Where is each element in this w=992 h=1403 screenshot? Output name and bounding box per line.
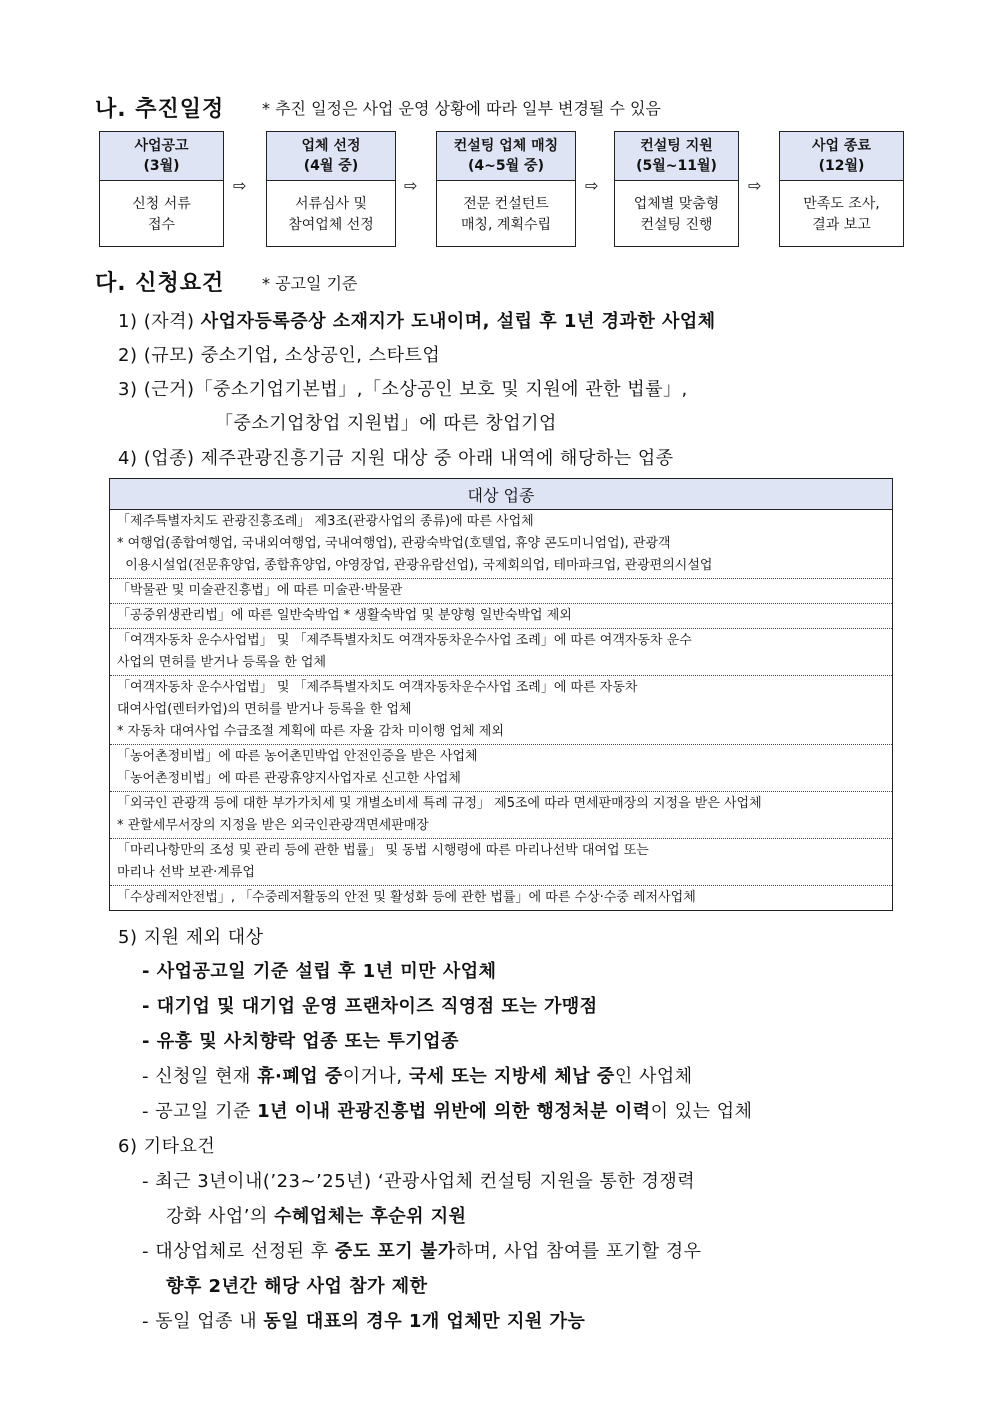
requirement-industry: 4) (업종) 제주관광진흥기금 지원 대상 중 아래 내역에 해당하는 업종 bbox=[118, 448, 674, 469]
table-cell-line: 「여객자동차 운수사업법」 및 「제주특별자치도 여객자동차운수사업 조례」에 따른 자동차 bbox=[117, 680, 638, 695]
table-cell-line: 「마리나항만의 조성 및 관리 등에 관한 법률」 및 동법 시행령에 따른 마리나선박 대여업 또는 bbox=[117, 843, 649, 858]
requirement-scale: 2) (규모) 중소기업, 소상공인, 스타트업 bbox=[118, 345, 441, 366]
flow-step-period: (3월) bbox=[143, 158, 180, 174]
table-row bbox=[110, 792, 892, 839]
requirement-text: 사업자등록증상 소재지가 도내이며, 설립 후 1년 경과한 사업체 bbox=[200, 311, 716, 332]
flow-step-desc: 컨설팅 진행 bbox=[640, 216, 713, 233]
arrow-right-icon: ⇨ bbox=[748, 176, 762, 195]
flow-step-desc: 참여업체 선정 bbox=[288, 216, 374, 233]
flow-step-period: (12월) bbox=[818, 158, 865, 174]
exclusion-text: 이거나, bbox=[342, 1066, 409, 1087]
table-row bbox=[110, 745, 892, 792]
table-row bbox=[110, 676, 892, 745]
other-text: - 대상업체로 선정된 후 bbox=[142, 1241, 335, 1262]
table-cell-line: 「공중위생관리법」에 따른 일반숙박업 * 생활숙박업 및 분양형 일반숙박업 제외 bbox=[117, 608, 572, 623]
requirements-note: * 공고일 기준 bbox=[262, 274, 358, 293]
flow-step-title: 사업공고 bbox=[134, 138, 189, 154]
exclusion-emphasis: 1년 이내 관광진흥법 위반에 의한 행정처분 이력 bbox=[257, 1101, 651, 1122]
exclusion-text: - 신청일 현재 bbox=[142, 1066, 258, 1087]
exclusion-item: - 대기업 및 대기업 운영 프랜차이즈 직영점 또는 가맹점 bbox=[142, 996, 598, 1017]
table-cell-line: 이용시설업(전문휴양업, 종합휴양업, 야영장업, 관광유람선업), 국제회의업, 테마파크업, 관광편의시설업 bbox=[117, 558, 713, 573]
arrow-right-icon: ⇨ bbox=[585, 176, 599, 195]
flow-step-selection bbox=[266, 131, 396, 247]
table-cell-line: 「여객자동차 운수사업법」 및 「제주특별자치도 여객자동차운수사업 조례」에 따른 여객자동차 운수 bbox=[117, 633, 692, 648]
requirement-label: 1) (자격) bbox=[118, 311, 195, 332]
flow-step-announcement bbox=[99, 131, 224, 247]
other-item-line: - 최근 3년이내(’23~’25년) ‘관광사업체 컨설팅 지원을 통한 경쟁력 bbox=[142, 1171, 696, 1192]
table-row bbox=[110, 604, 892, 629]
table-cell-line: 「농어촌정비법」에 따른 관광휴양지사업자로 신고한 사업체 bbox=[117, 771, 461, 786]
exclusion-item bbox=[142, 1097, 753, 1123]
table-row bbox=[110, 629, 892, 676]
other-item-line bbox=[142, 1237, 702, 1263]
table-cell-line: * 여행업(종합여행업, 국내외여행업, 국내여행업), 관광숙박업(호텔업, 휴양 콘도미니엄업), 관광객 bbox=[117, 536, 671, 551]
requirements-title: 다. 신청요건 bbox=[95, 271, 225, 296]
table-cell-line: 마리나 선박 보관·계류업 bbox=[117, 865, 255, 880]
table-row bbox=[110, 839, 892, 886]
exclusion-text: 이 있는 업체 bbox=[650, 1101, 753, 1122]
flow-step-desc: 전문 컨설턴트 bbox=[463, 195, 549, 212]
exclusion-item: - 유흥 및 사치향락 업종 또는 투기업종 bbox=[142, 1031, 459, 1052]
other-text: - 동일 업종 내 bbox=[142, 1311, 264, 1332]
flow-step-closing bbox=[779, 131, 904, 247]
other-text: 강화 사업’의 bbox=[166, 1206, 275, 1227]
flow-step-title: 컨설팅 업체 매칭 bbox=[453, 138, 559, 154]
table-cell-line: 대여사업(렌터카업)의 면허를 받거나 등록을 한 업체 bbox=[117, 702, 412, 717]
flow-step-period: (4월 중) bbox=[303, 158, 359, 174]
flow-step-desc: 신청 서류 bbox=[132, 195, 191, 212]
other-item-line bbox=[142, 1307, 585, 1333]
other-emphasis: 중도 포기 불가 bbox=[334, 1241, 456, 1262]
table-row bbox=[110, 886, 892, 910]
table-row bbox=[110, 579, 892, 604]
table-cell-line: 「수상레저안전법」, 「수중레저활동의 안전 및 활성화 등에 관한 법률」에 따른 수상·수중 레저사업체 bbox=[117, 890, 696, 905]
arrow-right-icon: ⇨ bbox=[233, 176, 247, 195]
other-emphasis: 수혜업체는 후순위 지원 bbox=[274, 1206, 467, 1227]
flow-step-desc: 만족도 조사, bbox=[803, 195, 880, 212]
flow-step-consulting bbox=[614, 131, 739, 247]
exclusion-text: - 공고일 기준 bbox=[142, 1101, 258, 1122]
arrow-right-icon: ⇨ bbox=[404, 176, 418, 195]
flow-step-period: (5월~11월) bbox=[636, 158, 717, 174]
table-cell-line: 「박물관 및 미술관진흥법」에 따른 미술관·박물관 bbox=[117, 583, 403, 598]
table-cell-line: 「외국인 관광객 등에 대한 부가가치세 및 개별소비세 특례 규정」 제5조에 따라 면세판매장의 지정을 받은 사업체 bbox=[117, 796, 762, 811]
industry-table bbox=[109, 478, 893, 911]
other-title: 6) 기타요건 bbox=[118, 1136, 216, 1157]
other-emphasis: 동일 대표의 경우 1개 업체만 지원 가능 bbox=[263, 1311, 586, 1332]
exclusion-emphasis: 휴·폐업 중 bbox=[257, 1066, 343, 1087]
table-body bbox=[110, 510, 892, 910]
requirement-eligibility bbox=[118, 307, 716, 333]
other-item-line: 향후 2년간 해당 사업 참가 제한 bbox=[166, 1276, 428, 1297]
exclusion-item: - 사업공고일 기준 설립 후 1년 미만 사업체 bbox=[142, 961, 497, 982]
flow-step-desc: 서류심사 및 bbox=[294, 195, 368, 212]
schedule-note: * 추진 일정은 사업 운영 상황에 따라 일부 변경될 수 있음 bbox=[262, 99, 661, 118]
table-cell-line: 「농어촌정비법」에 따른 농어촌민박업 안전인증을 받은 사업체 bbox=[117, 749, 478, 764]
flow-step-desc: 결과 보고 bbox=[812, 216, 871, 233]
exclusion-emphasis: 국세 또는 지방세 체납 중 bbox=[408, 1066, 615, 1087]
flow-step-title: 업체 선정 bbox=[301, 138, 361, 154]
requirement-basis-line1: 3) (근거)「중소기업기본법」,「소상공인 보호 및 지원에 관한 법률」, bbox=[118, 379, 688, 400]
flow-step-desc: 접수 bbox=[147, 216, 176, 233]
exclusion-text: 인 사업체 bbox=[614, 1066, 693, 1087]
exclusion-item bbox=[142, 1062, 693, 1088]
flow-step-matching bbox=[436, 131, 576, 247]
table-cell-line: * 자동차 대여사업 수급조절 계획에 따른 자율 감차 미이행 업체 제외 bbox=[117, 724, 504, 739]
other-item-line bbox=[166, 1202, 467, 1228]
flow-step-period: (4~5월 중) bbox=[468, 158, 544, 174]
exclusions-title: 5) 지원 제외 대상 bbox=[118, 927, 264, 948]
table-row bbox=[110, 510, 892, 579]
table-cell-line: 사업의 면허를 받거나 등록을 한 업체 bbox=[117, 655, 327, 670]
flow-step-title: 사업 종료 bbox=[812, 138, 871, 154]
flow-step-desc: 매칭, 계획수립 bbox=[460, 216, 552, 233]
other-text: 하며, 사업 참여를 포기할 경우 bbox=[455, 1241, 702, 1262]
flow-step-title: 컨설팅 지원 bbox=[640, 138, 713, 154]
schedule-title: 나. 추진일정 bbox=[95, 97, 225, 122]
table-cell-line: 「제주특별자치도 관광진흥조례」 제3조(관광사업의 종류)에 따른 사업체 bbox=[117, 514, 534, 529]
table-cell-line: * 관할세무서장의 지정을 받은 외국인관광객면세판매장 bbox=[117, 818, 429, 833]
table-header: 대상 업종 bbox=[110, 479, 892, 510]
requirement-basis-line2: 「중소기업창업 지원법」에 따른 창업기업 bbox=[215, 413, 557, 434]
flow-step-desc: 업체별 맞춤형 bbox=[633, 195, 720, 212]
